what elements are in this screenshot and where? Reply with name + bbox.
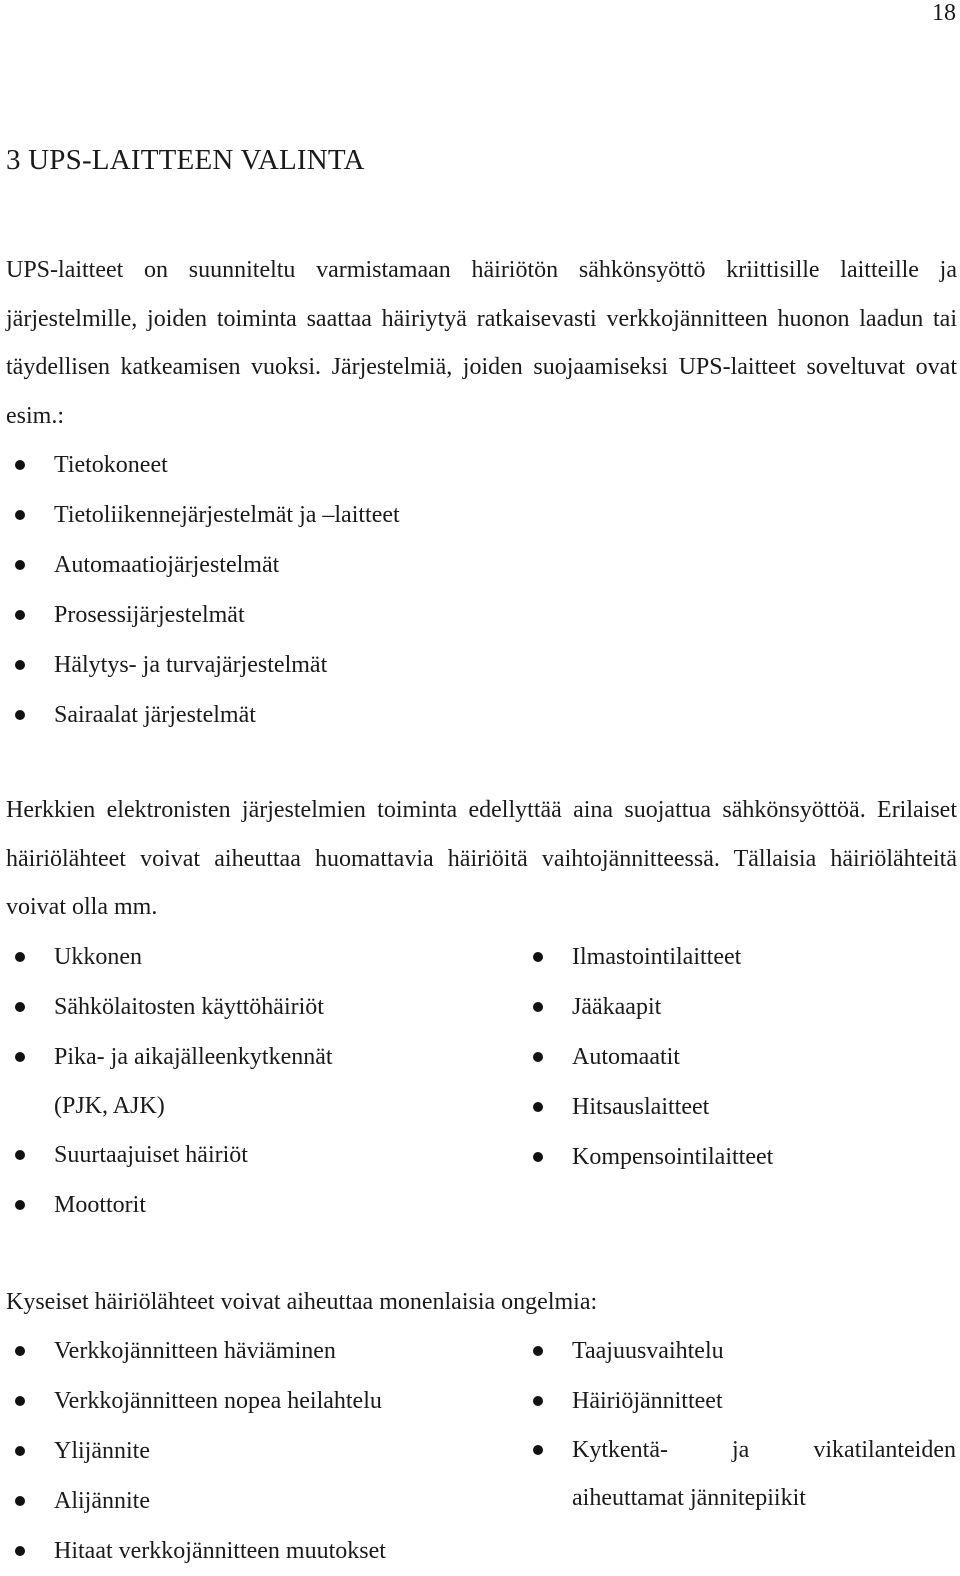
list-item-text: Sairaalat järjestelmät — [54, 702, 256, 728]
list-item-text: Prosessijärjestelmät — [54, 602, 245, 628]
list-item-text: Ilmastointilaitteet — [572, 944, 742, 970]
list-item — [6, 1180, 486, 1230]
problems-paragraph: Kyseiset häiriölähteet voivat aiheuttaa monenlaisia ongelmia: — [6, 1289, 598, 1315]
list-item — [6, 490, 706, 540]
list-item-text: Sähkölaitosten käyttöhäiriöt — [54, 994, 324, 1020]
bullet-icon — [533, 952, 543, 962]
bullet-icon — [15, 1496, 25, 1506]
list-item-text: Jääkaapit — [572, 994, 662, 1020]
bullet-icon — [533, 1002, 543, 1012]
list-item — [6, 640, 706, 690]
list-item-text: Suurtaajuiset häiriöt — [54, 1142, 248, 1168]
section-heading: 3 UPS-LAITTEEN VALINTA — [6, 144, 365, 176]
list-item — [524, 982, 956, 1032]
intro-paragraph: UPS-laitteet on suunniteltu varmistamaan häiriötön sähkönsyöttö kriittisille laitteille ja järjestelmille, joiden toiminta saattaa häiriytyä ratkaisevasti verkkojännitteen huonon laadun tai täydellisen katkeamisen vuoksi. Järjestelmiä, joiden suojaamiseksi UPS-laitteet soveltuvat ovat esim.: — [6, 257, 957, 429]
list-item-text: Hitsauslaitteet — [572, 1094, 710, 1120]
disturbance-sources-list-left — [6, 932, 486, 1230]
bullet-icon — [15, 710, 25, 720]
list-item-text: Moottorit — [54, 1192, 147, 1218]
list-item — [524, 1082, 956, 1132]
list-item — [6, 932, 486, 982]
list-item-continuation — [6, 1082, 486, 1130]
bullet-icon — [15, 1200, 25, 1210]
list-item-text: (PJK, AJK) — [54, 1093, 165, 1119]
list-item — [6, 1376, 486, 1426]
list-item — [524, 1426, 956, 1522]
list-item-text: Taajuusvaihtelu — [572, 1338, 724, 1364]
list-item-text: Tietokoneet — [54, 452, 168, 478]
list-item — [6, 1032, 486, 1082]
list-item — [6, 1476, 486, 1526]
list-item-text: Hitaat verkkojännitteen muutokset — [54, 1538, 386, 1564]
list-item-text: Ukkonen — [54, 944, 142, 970]
bullet-icon — [533, 1445, 543, 1455]
bullet-icon — [533, 1102, 543, 1112]
list-item-text: Ylijännite — [54, 1438, 150, 1464]
list-item — [6, 540, 706, 590]
bullet-icon — [533, 1052, 543, 1062]
list-item-text: Automaatiojärjestelmät — [54, 552, 280, 578]
bullet-icon — [15, 952, 25, 962]
list-item-text: Häiriöjännitteet — [572, 1388, 723, 1414]
problems-list-left — [6, 1326, 486, 1576]
list-item — [6, 690, 706, 740]
disturbance-sources-list-right — [524, 932, 956, 1182]
bullet-icon — [15, 1150, 25, 1160]
list-item — [6, 1326, 486, 1376]
list-item — [6, 1426, 486, 1476]
list-item — [6, 1526, 486, 1576]
list-item — [6, 982, 486, 1032]
list-item-text: Automaatit — [572, 1044, 680, 1070]
list-item-text: Hälytys- ja turvajärjestelmät — [54, 652, 328, 678]
list-item — [6, 440, 706, 490]
protected-systems-list — [6, 440, 706, 740]
problems-list-right — [524, 1326, 956, 1522]
bullet-icon — [15, 510, 25, 520]
bullet-icon — [15, 1346, 25, 1356]
list-item-text: Kytkentä- ja vikatilanteiden aiheuttamat jännitepiikit — [572, 1437, 956, 1511]
bullet-icon — [15, 1002, 25, 1012]
list-item — [524, 1032, 956, 1082]
list-item-text: Alijännite — [54, 1488, 150, 1514]
list-item-text: Verkkojännitteen nopea heilahtelu — [54, 1388, 382, 1414]
disturbance-paragraph: Herkkien elektronisten järjestelmien toiminta edellyttää aina suojattua sähkönsyöttöä. Erilaiset häiriölähteet voivat aiheuttaa huomattavia häiriöitä vaihtojännitteessä. Tällaisia häiriölähteitä voivat olla mm. — [6, 797, 957, 920]
bullet-icon — [15, 560, 25, 570]
bullet-icon — [15, 610, 25, 620]
bullet-icon — [533, 1152, 543, 1162]
list-item-text: Verkkojännitteen häviäminen — [54, 1338, 336, 1364]
page-number: 18 — [932, 0, 956, 26]
bullet-icon — [15, 1396, 25, 1406]
bullet-icon — [15, 660, 25, 670]
list-item — [6, 590, 706, 640]
list-item — [524, 932, 956, 982]
list-item-text: Pika- ja aikajälleenkytkennät — [54, 1044, 333, 1070]
list-item-text: Tietoliikennejärjestelmät ja –laitteet — [54, 502, 400, 528]
list-item — [524, 1132, 956, 1182]
list-item — [524, 1326, 956, 1376]
list-item — [524, 1376, 956, 1426]
bullet-icon — [533, 1346, 543, 1356]
bullet-icon — [15, 1446, 25, 1456]
bullet-icon — [15, 1052, 25, 1062]
bullet-icon — [15, 1546, 25, 1556]
list-item-text: Kompensointilaitteet — [572, 1144, 774, 1170]
list-item — [6, 1130, 486, 1180]
bullet-icon — [15, 460, 25, 470]
bullet-icon — [533, 1396, 543, 1406]
